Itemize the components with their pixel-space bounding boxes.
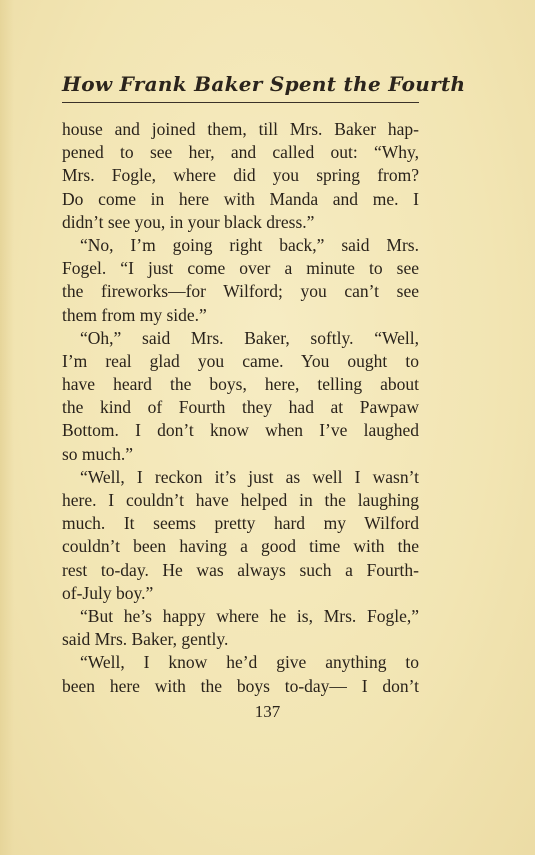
page-number: 137	[254, 702, 281, 721]
text-line: Bottom. I don’t know when I’ve laughed	[62, 420, 419, 441]
text-line: didn’t see you, in your black dress.”	[62, 211, 315, 232]
text-line: them from my side.”	[62, 304, 207, 325]
text-line: here. I couldn’t have helped in the laughing	[62, 490, 419, 510]
text-line: so much.”	[62, 443, 133, 464]
text-line: the fireworks—for Wilford; you can’t see	[62, 281, 419, 302]
body-text	[62, 118, 419, 698]
text-line: “Oh,” said Mrs. Baker, softly. “Well,	[80, 327, 419, 348]
text-line: Mrs. Fogle, where did you spring from?	[62, 165, 419, 186]
text-line: the kind of Fourth they had at Pawpaw	[62, 397, 419, 418]
text-line: “But he’s happy where he is, Mrs. Fogle,”	[80, 605, 419, 626]
text-line: have heard the boys, here, telling about	[62, 374, 419, 395]
text-line: been here with the boys to-day— I don’t	[62, 675, 419, 696]
text-line: I’m real glad you came. You ought to	[62, 350, 419, 371]
text-line: “No, I’m going right back,” said Mrs.	[80, 234, 419, 255]
text-line: much. It seems pretty hard my Wilford	[62, 513, 419, 534]
text-line: “Well, I reckon it’s just as well I wasn’t	[80, 466, 419, 487]
text-line: “Well, I know he’d give anything to	[80, 652, 419, 673]
running-head: How Frank Baker Spent the Fourth	[62, 72, 466, 96]
text-line: of-July boy.”	[62, 582, 154, 603]
text-line: couldn’t been having a good time with the	[62, 536, 419, 557]
header-rule	[62, 102, 419, 103]
page-gutter-shadow	[0, 0, 14, 855]
text-line: rest to-day. He was always such a Fourth-	[62, 559, 419, 580]
text-line: Fogel. “I just come over a minute to see	[62, 258, 419, 279]
text-line: pened to see her, and called out: “Why,	[62, 142, 419, 163]
text-line: said Mrs. Baker, gently.	[62, 629, 229, 650]
text-line: Do come in here with Manda and me. I	[62, 188, 419, 209]
text-line: house and joined them, till Mrs. Baker hap-	[62, 119, 419, 139]
